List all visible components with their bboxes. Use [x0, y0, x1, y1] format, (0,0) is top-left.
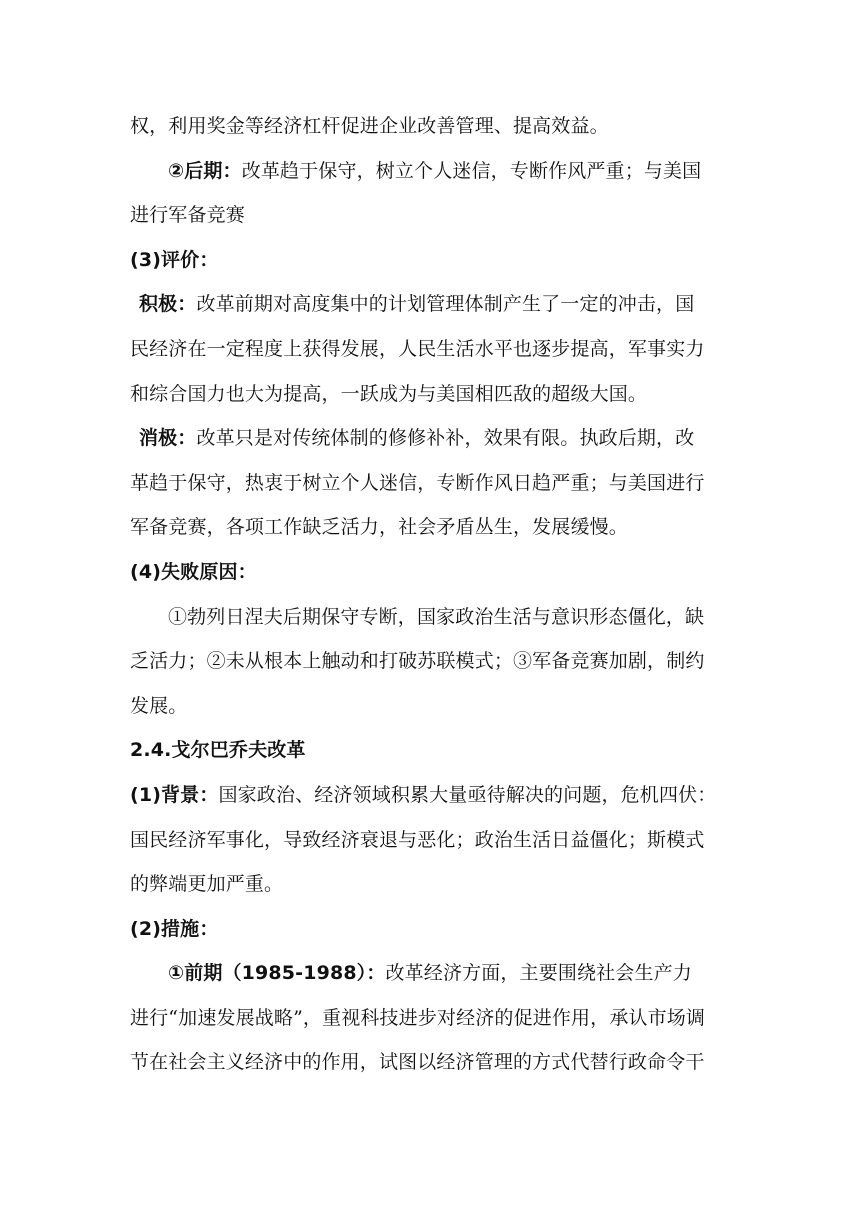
- text-line: [130, 327, 736, 372]
- text-line: [130, 728, 736, 773]
- text-run: 改革经济方面，主要围绕社会生产力: [385, 962, 692, 985]
- text-run: 改革前期对高度集中的计划管理体制产生了一定的冲击，国: [196, 293, 695, 316]
- bold-text-run: ②后期：: [168, 159, 242, 182]
- text-run: 军备竞赛，各项工作缺乏活力，社会矛盾丛生，发展缓慢。: [130, 516, 628, 539]
- text-line: [130, 907, 736, 952]
- text-line: [130, 1040, 736, 1085]
- bold-text-run: ①前期（1985-1988）：: [168, 962, 386, 985]
- text-line: [130, 595, 736, 640]
- text-line: [130, 862, 736, 907]
- text-run: 改革趋于保守，树立个人迷信，专断作风严重；与美国: [241, 159, 702, 182]
- text-run: 和综合国力也大为提高，一跃成为与美国相匹敌的超级大国。: [130, 382, 648, 405]
- bold-text-run: 积极：: [139, 293, 197, 316]
- text-run: 国民经济军事化，导致经济衰退与恶化；政治生活日益僵化；斯模式: [130, 828, 705, 851]
- text-line: [130, 149, 736, 194]
- text-line: [130, 818, 736, 863]
- text-run: 改革只是对传统体制的修修补补，效果有限。执政后期，改: [196, 427, 695, 450]
- bold-text-run: (2)措施：: [130, 917, 219, 940]
- bold-text-run: (4)失败原因：: [130, 560, 257, 583]
- text-line: [130, 684, 736, 729]
- text-line: [130, 104, 736, 149]
- bold-text-run: 消极：: [139, 427, 197, 450]
- text-line: [130, 282, 736, 327]
- bold-text-run: (1)背景：: [130, 783, 219, 806]
- text-run: 国家政治、经济领域积累大量亟待解决的问题，危机四伏：: [218, 783, 717, 806]
- text-run: 革趋于保守，热衷于树立个人迷信，专断作风日趋严重；与美国进行: [130, 471, 705, 494]
- text-run: 节在社会主义经济中的作用，试图以经济管理的方式代替行政命令干: [130, 1051, 705, 1074]
- text-run: 民经济在一定程度上获得发展，人民生活水平也逐步提高，军事实力: [130, 337, 705, 360]
- text-run: ①勃列日涅夫后期保守专断，国家政治生活与意识形态僵化，缺: [168, 605, 705, 628]
- text-line: [130, 773, 736, 818]
- text-line: [130, 550, 736, 595]
- text-run: 发展。: [130, 694, 188, 717]
- text-run: 的弊端更加严重。: [130, 873, 284, 896]
- bold-text-run: (3)评价：: [130, 248, 219, 271]
- text-run: 进行“加速发展战略”，重视科技进步对经济的促进作用，承认市场调: [130, 1006, 706, 1029]
- text-line: [130, 238, 736, 283]
- text-line: [130, 461, 736, 506]
- text-line: [130, 193, 736, 238]
- text-run: 进行军备竞赛: [130, 204, 245, 227]
- text-run: 乏活力；②未从根本上触动和打破苏联模式；③军备竞赛加剧，制约: [130, 650, 705, 673]
- text-line: [130, 416, 736, 461]
- text-line: [130, 505, 736, 550]
- text-line: [130, 639, 736, 684]
- document-body: [130, 104, 736, 1085]
- text-line: [130, 996, 736, 1041]
- bold-text-run: 2.4.戈尔巴乔夫改革: [130, 739, 306, 762]
- text-run: 权，利用奖金等经济杠杆促进企业改善管理、提高效益。: [130, 115, 609, 137]
- text-line: [130, 951, 736, 996]
- text-line: [130, 372, 736, 417]
